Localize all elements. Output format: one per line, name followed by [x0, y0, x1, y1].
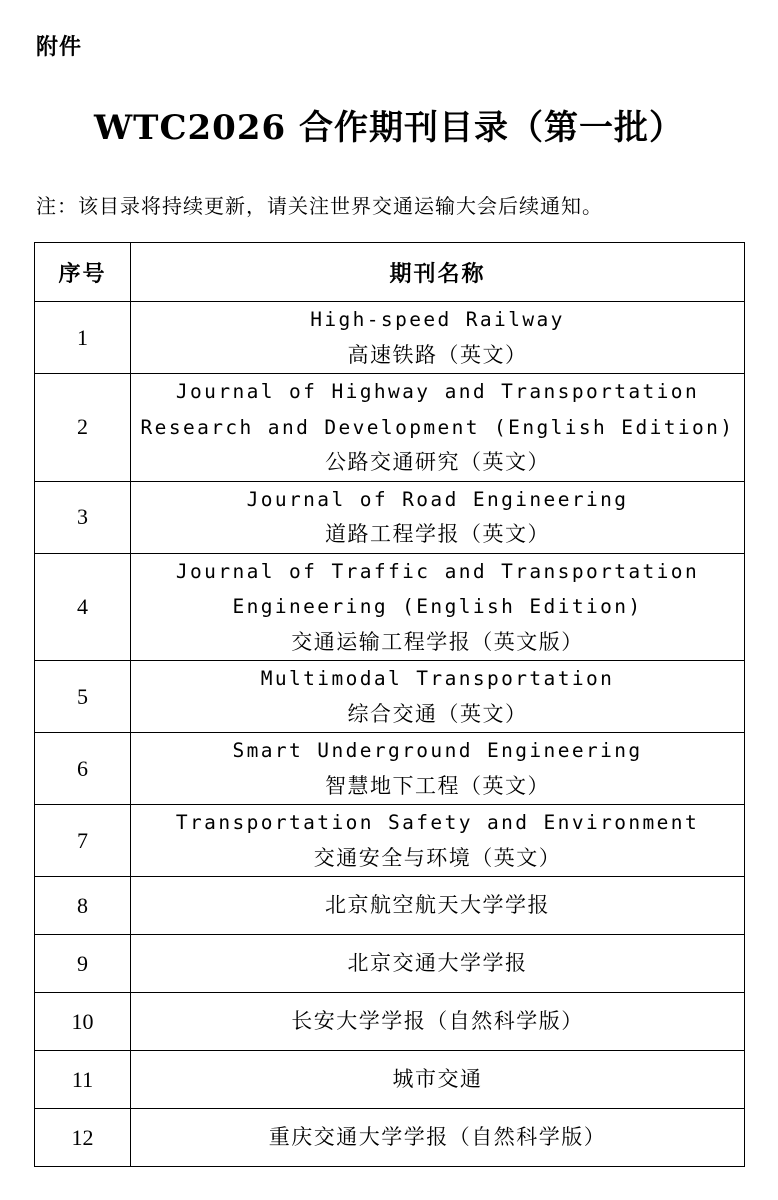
journal-chinese-title: 城市交通 — [392, 1066, 483, 1091]
row-serial-number: 11 — [35, 1051, 131, 1109]
journal-chinese-title: 高速铁路（英文） — [347, 342, 528, 367]
row-journal-name — [131, 877, 745, 935]
journal-english-title-line: Transportation Safety and Environment — [175, 811, 700, 834]
row-journal-name — [131, 1051, 745, 1109]
journal-english-title-line: Engineering (English Edition) — [232, 595, 643, 618]
journal-chinese-title: 道路工程学报（英文） — [325, 522, 550, 546]
row-journal-name — [131, 805, 745, 877]
row-serial-number: 9 — [35, 935, 131, 993]
header-serial-number: 序号 — [35, 243, 131, 302]
journal-english-title-line: Multimodal Transportation — [260, 667, 615, 690]
table-row — [35, 993, 745, 1051]
row-serial-number: 4 — [35, 553, 131, 661]
journal-chinese-title: 重庆交通大学学报（自然科学版） — [268, 1124, 607, 1149]
row-journal-name — [131, 374, 745, 482]
journal-chinese-title: 交通安全与环境（英文） — [313, 845, 562, 870]
journal-chinese-title: 智慧地下工程（英文） — [325, 773, 550, 798]
journal-english-title-line: Research and Development (English Edition) — [140, 415, 735, 439]
row-journal-name — [131, 481, 745, 553]
journal-chinese-title: 北京航空航天大学学报 — [325, 892, 550, 917]
journal-chinese-title: 公路交通研究（英文） — [325, 450, 550, 474]
journal-english-title-line: Journal of Road Engineering — [246, 487, 629, 511]
row-journal-name — [131, 993, 745, 1051]
journal-chinese-title: 交通运输工程学报（英文版） — [291, 629, 584, 654]
row-journal-name — [131, 661, 745, 733]
journal-english-title-line: Journal of Traffic and Transportation — [175, 559, 700, 583]
journal-chinese-title: 综合交通（英文） — [347, 701, 528, 726]
row-serial-number: 7 — [35, 805, 131, 877]
table-row — [35, 302, 745, 374]
table-row — [35, 877, 745, 935]
table-row — [35, 1109, 745, 1167]
row-journal-name — [131, 553, 745, 661]
row-serial-number: 3 — [35, 481, 131, 553]
row-serial-number: 5 — [35, 661, 131, 733]
table-header-row — [35, 243, 745, 302]
journal-english-title-line: Smart Underground Engineering — [232, 739, 643, 762]
row-journal-name — [131, 302, 745, 374]
journal-chinese-title: 北京交通大学学报 — [347, 950, 528, 975]
table-row — [35, 481, 745, 553]
row-serial-number: 2 — [35, 374, 131, 482]
row-serial-number: 12 — [35, 1109, 131, 1167]
table-row — [35, 805, 745, 877]
journal-catalog-table — [34, 242, 745, 1167]
update-note: 注：该目录将持续更新，请关注世界交通运输大会后续通知。 — [36, 194, 603, 218]
journal-chinese-title: 长安大学学报（自然科学版） — [291, 1008, 584, 1033]
table-row — [35, 733, 745, 805]
table-row — [35, 935, 745, 993]
row-serial-number: 6 — [35, 733, 131, 805]
journal-english-title-line: High-speed Railway — [310, 308, 565, 331]
journal-english-title-line: Journal of Highway and Transportation — [175, 380, 700, 403]
attachment-label: 附件 — [36, 35, 83, 60]
row-serial-number: 10 — [35, 993, 131, 1051]
table-row — [35, 1051, 745, 1109]
header-journal-name: 期刊名称 — [131, 243, 745, 302]
row-journal-name — [131, 935, 745, 993]
table-row — [35, 661, 745, 733]
row-journal-name — [131, 1109, 745, 1167]
page-title: WTC2026 合作期刊目录（第一批） — [93, 108, 684, 148]
row-serial-number: 1 — [35, 302, 131, 374]
row-serial-number: 8 — [35, 877, 131, 935]
row-journal-name — [131, 733, 745, 805]
table-row — [35, 553, 745, 661]
table-row — [35, 374, 745, 482]
